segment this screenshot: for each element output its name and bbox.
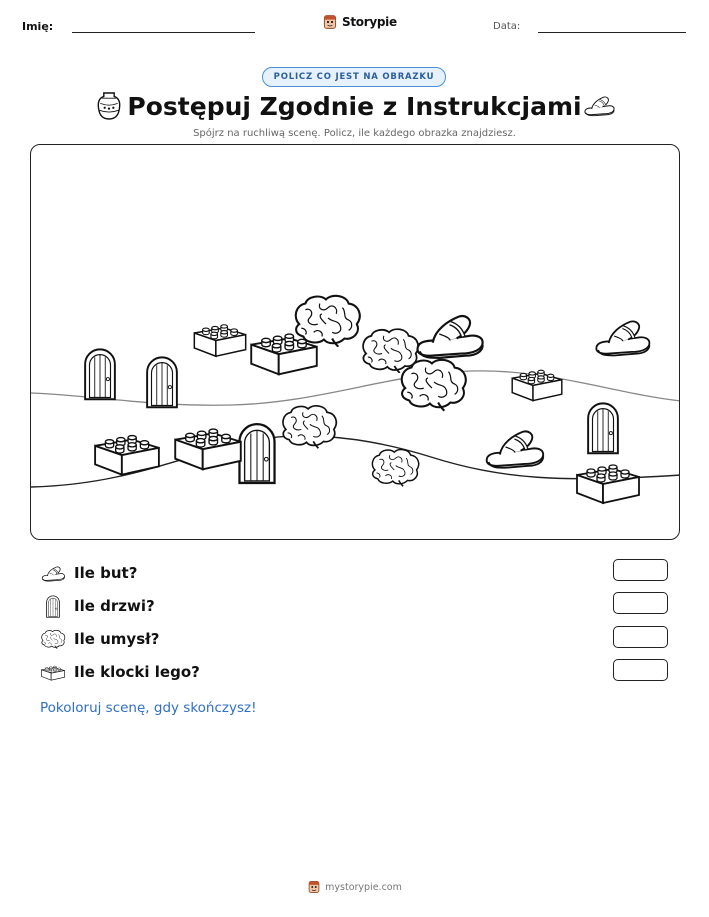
date-label: Data:	[493, 21, 521, 32]
scene-lego-brick-icon	[194, 325, 245, 356]
name-label: Imię:	[22, 20, 54, 33]
scene-lego-brick-icon	[95, 436, 159, 475]
door-icon	[40, 594, 66, 618]
storypie-mascot-icon	[322, 14, 338, 30]
question-row-brains	[40, 626, 159, 652]
question-row-doors	[40, 593, 155, 619]
question-text: Ile drzwi?	[74, 597, 155, 615]
page-title: Postępuj Zgodnie z Instrukcjami	[127, 92, 582, 121]
brain-icon	[40, 628, 66, 650]
scene-drawing	[31, 145, 680, 540]
scene-lego-brick-icon	[512, 370, 562, 400]
name-field-line[interactable]	[72, 32, 255, 33]
scene-lego-brick-icon	[577, 465, 639, 503]
busy-scene-illustration	[30, 144, 680, 540]
scene-brain-icon	[372, 450, 418, 487]
page-subtitle: Spójrz na ruchliwą scenę. Policz, ile każdego obrazka znajdziesz.	[193, 128, 516, 139]
date-field-line[interactable]	[538, 32, 686, 33]
scene-door-icon	[588, 403, 618, 453]
scene-brain-icon	[363, 329, 418, 373]
answer-box-brains[interactable]	[613, 626, 668, 648]
scene-brain-icon	[296, 296, 360, 347]
scene-door-icon	[147, 357, 177, 407]
storypie-mascot-icon	[307, 880, 321, 894]
scene-sandal-icon	[596, 321, 649, 355]
scene-door-icon	[85, 349, 115, 399]
answer-box-doors[interactable]	[613, 592, 668, 614]
lego-brick-icon	[40, 661, 66, 683]
question-text: Ile umysł?	[74, 630, 160, 648]
question-text: Ile klocki lego?	[74, 663, 200, 681]
scene-brain-icon	[402, 360, 466, 411]
sandal-icon	[40, 562, 66, 584]
section-badge: POLICZ CO JEST NA OBRAZKU	[262, 67, 446, 87]
coloring-instruction: Pokoloruj scenę, gdy skończysz!	[40, 700, 257, 716]
question-row-lego	[40, 659, 200, 685]
question-row-shoes	[40, 560, 137, 586]
question-text: Ile but?	[74, 564, 138, 582]
logo-text: Storypie	[342, 15, 397, 29]
answer-box-shoes[interactable]	[613, 559, 668, 581]
scene-sandal-icon	[487, 431, 544, 467]
site-footer	[0, 880, 709, 894]
scene-lego-brick-icon	[175, 429, 241, 469]
site-url[interactable]: mystorypie.com	[325, 881, 402, 893]
scene-door-icon	[239, 424, 274, 483]
storypie-logo	[322, 14, 397, 30]
scene-brain-icon	[283, 406, 336, 448]
scene-sandal-icon	[418, 316, 483, 358]
answer-box-lego[interactable]	[613, 659, 668, 681]
sandal-icon	[582, 92, 616, 118]
